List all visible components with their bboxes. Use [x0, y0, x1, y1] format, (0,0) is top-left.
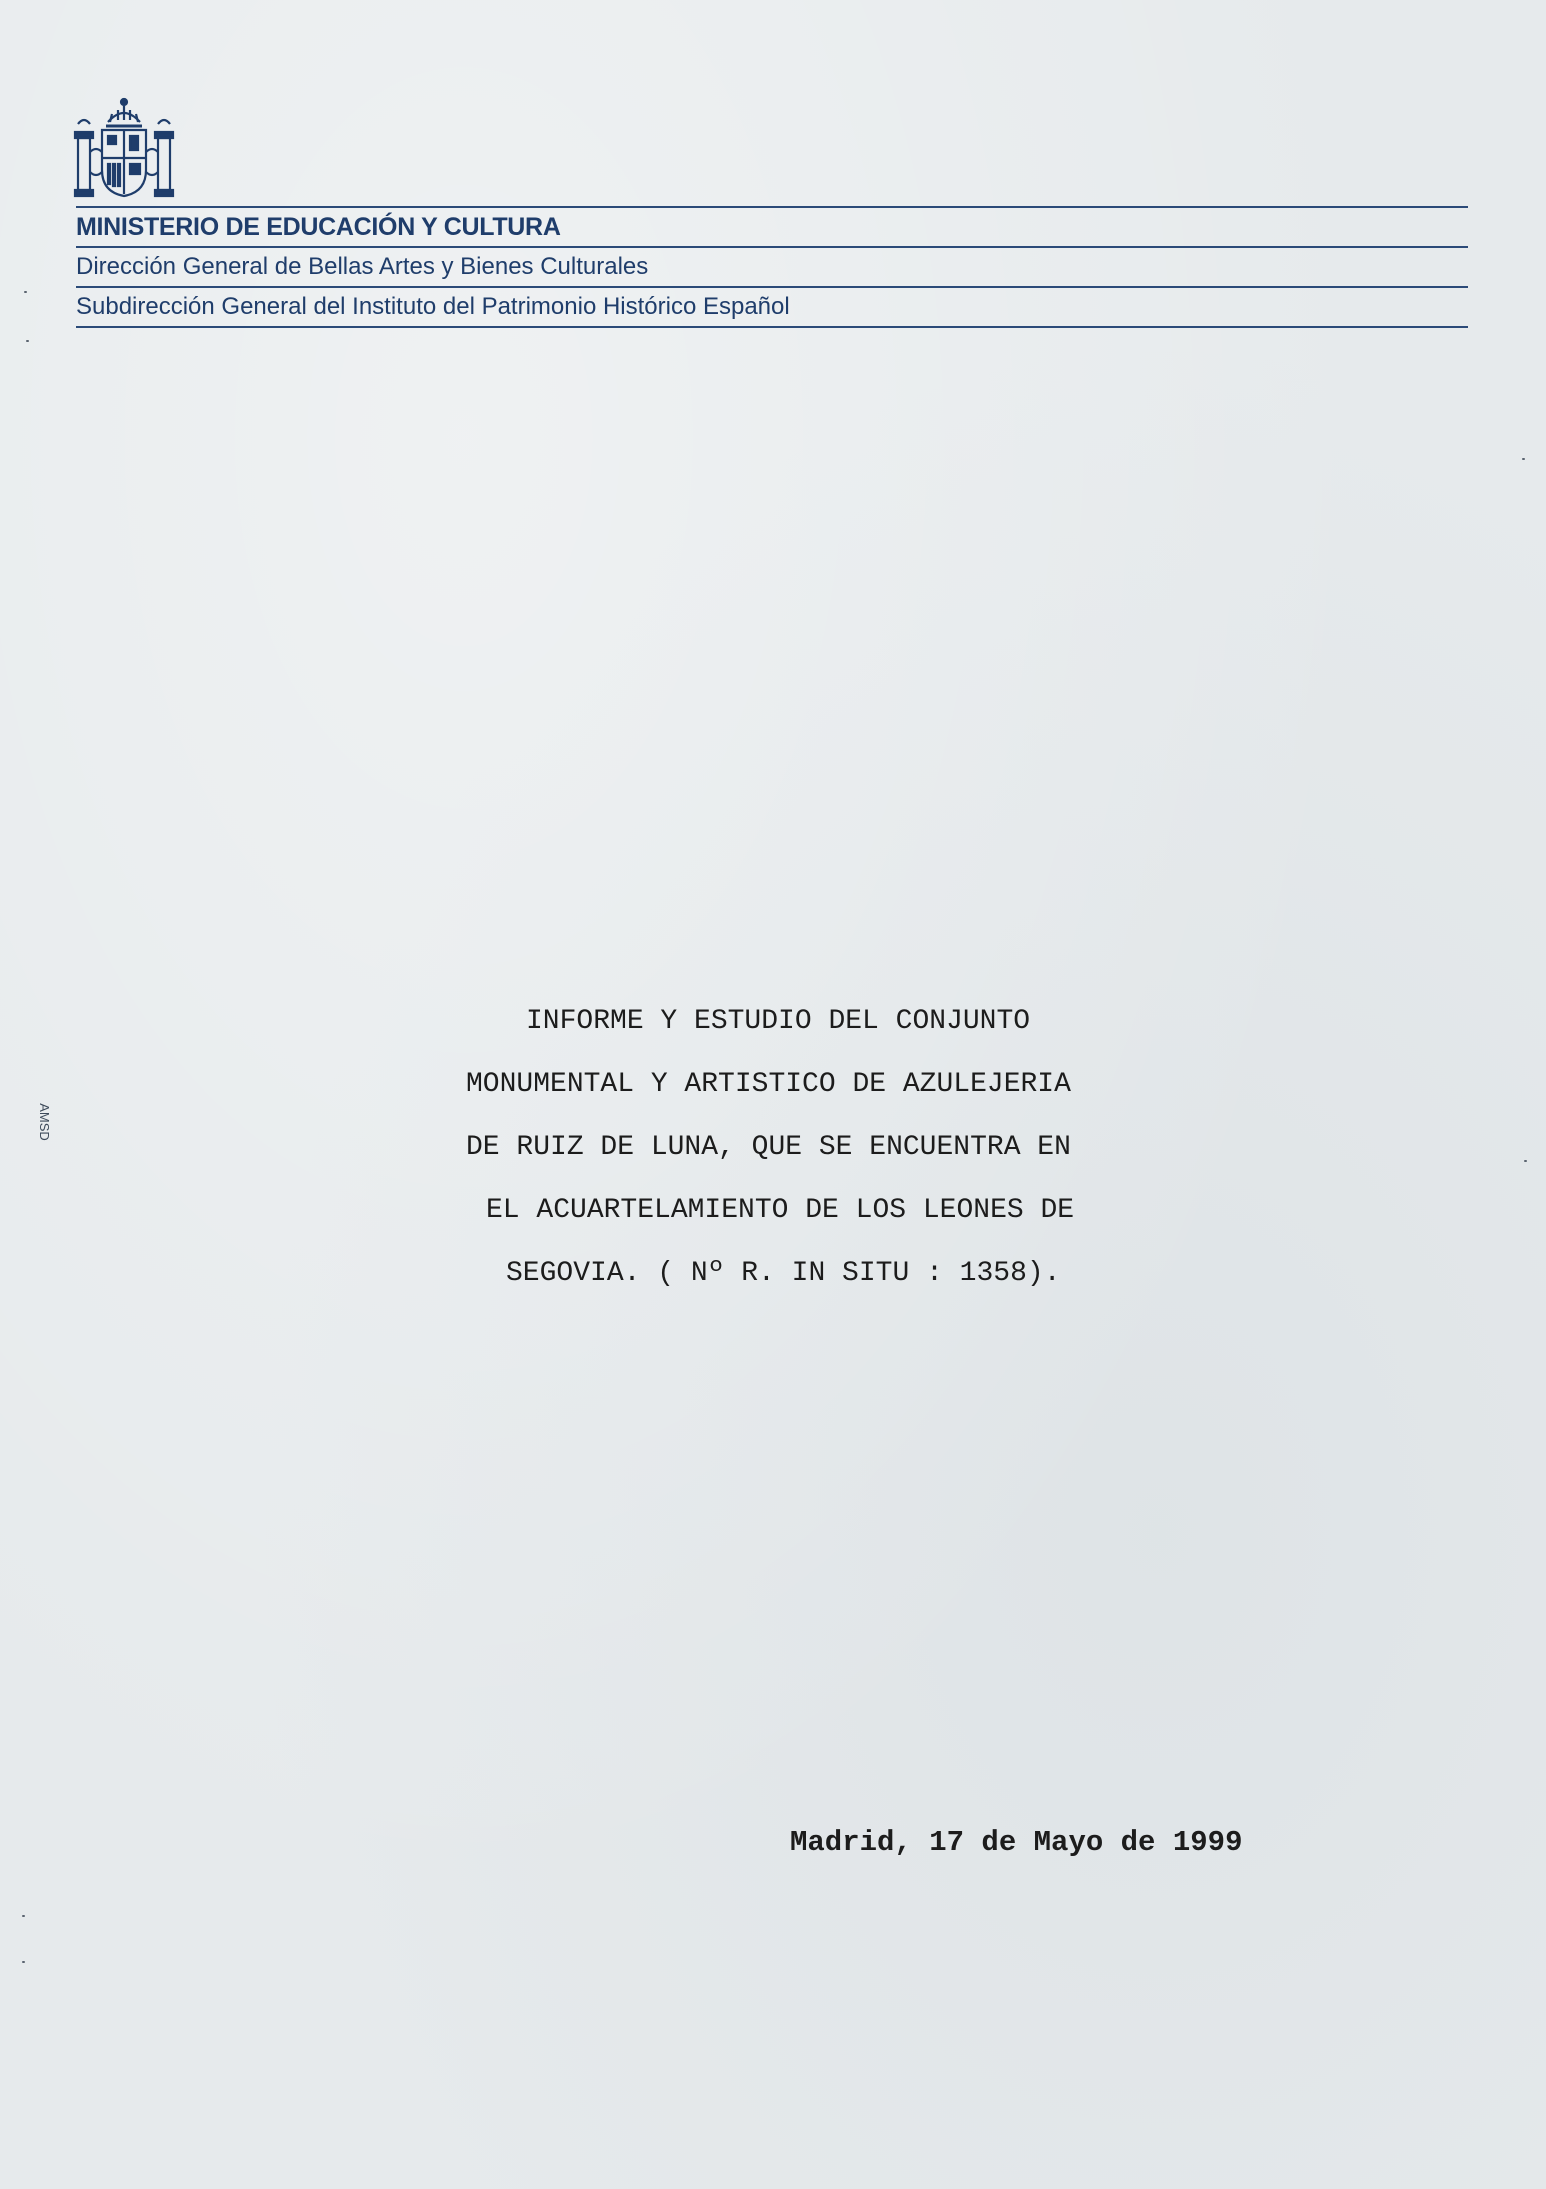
scan-speck: [26, 340, 29, 342]
scan-speck: [1524, 1160, 1527, 1162]
coat-of-arms-icon: [72, 96, 176, 204]
margin-stamp: AMSD: [37, 1103, 52, 1141]
scan-speck: [22, 1915, 25, 1917]
title-line: SEGOVIA. ( Nº R. IN SITU : 1358).: [506, 1258, 1061, 1289]
ministry-name: MINISTERIO DE EDUCACIÓN Y CULTURA: [76, 213, 561, 241]
title-line: EL ACUARTELAMIENTO DE LOS LEONES DE: [486, 1195, 1075, 1226]
scan-speck: [1522, 458, 1525, 460]
subdirectorate-name: Subdirección General del Instituto del Patrimonio Histórico Español: [76, 293, 790, 320]
letterhead-rule: [76, 326, 1468, 328]
report-title: [440, 990, 1200, 1305]
title-line: INFORME Y ESTUDIO DEL CONJUNTO: [526, 1006, 1031, 1037]
scan-speck: [22, 1961, 25, 1963]
letterhead: [76, 206, 1468, 328]
date-place: Madrid, 17 de Mayo de 1999: [790, 1826, 1243, 1859]
title-line: MONUMENTAL Y ARTISTICO DE AZULEJERIA: [466, 1069, 1071, 1100]
directorate-name: Dirección General de Bellas Artes y Bienes Culturales: [76, 253, 649, 280]
title-line: DE RUIZ DE LUNA, QUE SE ENCUENTRA EN: [466, 1132, 1071, 1163]
scan-speck: [24, 291, 27, 293]
